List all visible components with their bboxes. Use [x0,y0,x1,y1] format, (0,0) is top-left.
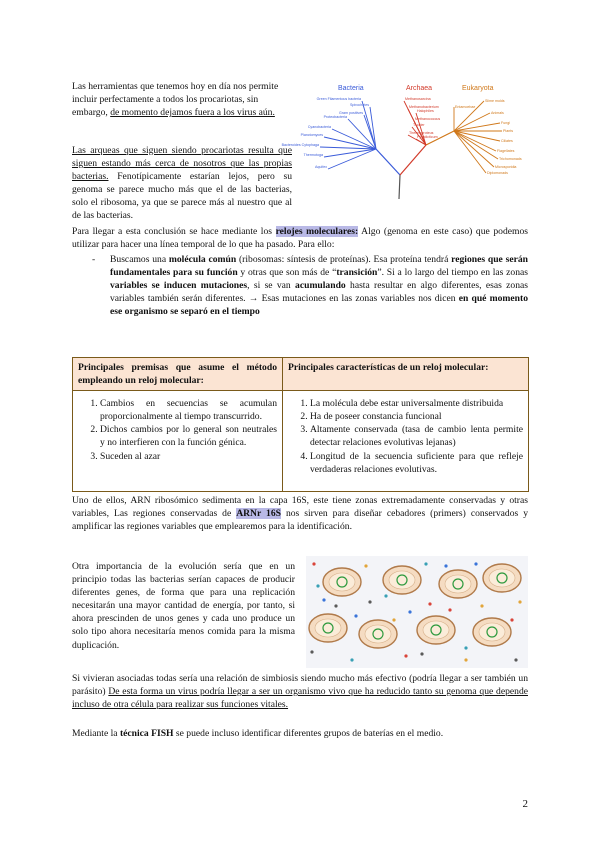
tree-taxon-label: Aquifex [315,165,327,169]
bullet-t3: y otras que son más de “ [237,267,337,279]
tree-taxon-label: Plants [503,129,513,133]
symbiosis-paragraph [72,672,528,711]
bacterium-cell [359,620,397,648]
medium-particle [448,608,451,611]
medium-particle [368,600,371,603]
medium-particle [518,600,521,603]
para3-post: Algo (genoma en este caso) que podemos utilizar para hacer una línea temporal de lo que ha pasado. Para ello: [72,226,528,251]
tree-domain-eukaryota: Eukaryota [462,85,494,92]
medium-particle [384,594,387,597]
medium-particle [480,604,483,607]
characteristic-item: 4. Longitud de la secuencia suficiente para que refleje verdaderas relaciones evolutivas. [310,450,523,476]
bullet-t4: ”. Si a lo largo del tiempo en las zonas [377,267,528,279]
evolution-paragraph: Otra importancia de la evolución sería que en un principio todas las bacterias serían capaces de producir diferentes genes, de forma que para una replicación necesitarán una mayor cantidad de energía, por tanto, si ahora prescinden de unos genes y cada uno produce un solo tipo ahora necesitaría menos comida para la misma duplicación. [72,561,295,651]
medium-particle [474,562,477,565]
intro-paragraph-1 [72,80,282,119]
medium-particle [464,646,467,649]
intro2-text: Fenotípicamente estarían lejos, pero su genoma se parece mucho más que el de las bacterias, solo el ribosoma, ya que se parece más al nuestro que al de las bacterias. [72,171,292,222]
tree-domain-bacteria: Bacteria [338,85,364,92]
intro2-underlined: Las arqueas que siguen siendo procariotas resulta que siguen estando más cerca de nosotros que las propias bacterias. [72,145,292,183]
para4-pre: Uno de ellos, ARN ribosómico sedimenta en la capa 16S, este tiene zonas extremadamente conservadas y otras variables, Las regiones conservadas de [72,495,528,520]
cytoplasm [489,569,515,587]
table-header-premises: Principales premisas que asume el método empleando un reloj molecular: [73,358,283,391]
molecular-clock-paragraph [72,225,528,251]
medium-particle [408,610,411,613]
intro-paragraph-2 [72,144,292,223]
tree-taxon-label: Halophiles [417,109,434,113]
bacterium-cell [383,566,421,594]
premise-item: 1. Cambios en secuencias se acumulan proporcionalmente al tiempo transcurrido. [100,397,277,423]
table-header-row [73,358,529,391]
medium-particle [310,650,313,653]
medium-particle [510,618,513,621]
table-cell-characteristics [283,391,529,492]
bacteria-cells-figure [306,556,528,668]
bullet-t5: , si se van [247,280,296,292]
intro1-text: Las herramientas que tenemos hoy en día nos permite incluir perfectamente a todos los procariotas, sin embargo, [72,81,279,119]
tree-taxon-label: Pyrodicticum [417,135,438,139]
characteristic-item: 1. La molécula debe estar universalmente distribuida [310,397,523,410]
medium-particle [316,584,319,587]
tree-taxon-label: Slime molds [485,99,505,103]
premises-table [72,357,529,492]
medium-particle [424,562,427,565]
medium-particle [404,654,407,657]
medium-particle [350,658,353,661]
cytoplasm [389,571,415,589]
para3-pre: Para llegar a esta conclusión se hace mediante los [72,226,276,237]
bullet-marker: - [92,254,96,265]
cytoplasm [479,623,505,641]
cytoplasm [445,575,471,593]
para6-underlined: De esta forma un virus podría llegar a ser un organismo vivo que ha reducido tanto su genoma que depende incluso de otra célula para realizar sus funciones vitales. [72,686,528,711]
tree-taxon-label: Ciliates [501,139,513,143]
para3-bold: relojes moleculares: [275,226,359,237]
bullet-b5: acumulando [295,280,346,292]
tree-taxon-label: Fungi [501,121,510,125]
tree-taxon-label: Methanobacterium [409,105,439,109]
medium-particle [364,564,367,567]
tree-taxon-label: Trichomonads [499,157,522,161]
tree-taxon-label: T. celer [413,123,425,127]
premises-list [78,397,277,462]
cytoplasm [315,619,341,637]
table-body-row [73,391,529,492]
tree-taxon-label: Proteobacteria [323,115,347,119]
tree-taxon-label: Thermotoga [303,153,323,157]
characteristic-item: 3. Altamente conservada (tasa de cambio lenta permite detectar relaciones evolutivas lejanas) [310,423,523,449]
medium-particle [334,604,337,607]
cytoplasm [329,573,355,591]
characteristic-item: 2. Ha de poseer constancia funcional [310,410,523,423]
tree-taxon-label: Gram positives [339,111,363,115]
medium-particle [464,658,467,661]
medium-particle [444,564,447,567]
tree-taxon-label: Diplomonads [487,171,508,175]
para7-pre: Mediante la [72,728,120,739]
tree-taxon-label: Planctomyces [300,133,323,137]
tree-taxon-label: Methanococcus [415,117,441,121]
tree-taxon-label: Green Filamentous bacteria [316,97,361,101]
medium-particle [392,618,395,621]
cytoplasm [365,625,391,643]
para6-pre: Si vivieran asociadas todas sería una relación de simbiosis siendo mucho más efectivo (podría llegar a ser también un parásito) [72,673,528,698]
premise-item: 2. Dichos cambios por lo general son neutrales y no interfieren con la función génica. [100,423,277,449]
tree-taxon-label: Methanosarcina [405,97,431,101]
characteristics-list [288,397,523,476]
medium-particle [354,614,357,617]
tree-taxon-label: Animals [491,111,504,115]
cytoplasm [423,621,449,639]
tree-taxon-label: Spirochetes [350,103,369,107]
bullet-b4: variables se inducen mutaciones [110,280,248,292]
para4-post: nos sirven para diseñar cebadores (primers) conservados y amplificar las regiones variables que emplearemos para la identificación. [72,508,529,533]
bacterium-cell [483,564,521,592]
medium-particle [514,658,517,661]
bullet-t6: hasta resultar en algo diferentes, esas zonas variables también serán diferentes. → Esas mutaciones en las zonas variables nos dicen [110,280,528,305]
bullet-t2: (ribosomas: síntesis de proteínas). Esa proteína tendrá [236,254,452,265]
tree-taxon-label: Flagellates [497,149,515,153]
bacterium-cell [309,614,347,642]
medium-particle [312,562,315,565]
bullet-b6: en qué momento ese organismo se separó en el tiempo [110,293,528,318]
premise-item: 3. Suceden al azar [100,450,277,463]
bullet-item [110,253,528,318]
para4-highlight: ARNr 16S [236,508,281,520]
medium-particle [428,602,431,605]
tree-taxon-label: Bacteroides Cytophaga [281,143,319,147]
para7-bold: técnica FISH [119,728,174,739]
bacterium-cell [323,568,361,596]
bacterium-cell [417,616,455,644]
tree-domain-archaea: Archaea [406,85,433,92]
phylogenetic-tree-figure [281,79,524,204]
tree-taxon-label: Cyanobacteria [307,125,331,129]
bacterium-cell [439,570,477,598]
intro1-underlined: de momento dejamos fuera a los virus aún. [110,107,275,119]
bullet-t1: Buscamos una [110,254,169,265]
rrna-16s-paragraph [72,494,528,533]
tree-taxon-label: Thermoproteus [409,131,434,135]
bacterium-cell [473,618,511,646]
medium-particle [322,598,325,601]
page-number: 2 [522,798,528,810]
bullet-b2: regiones que serán fundamentales para su función [110,254,528,279]
table-header-characteristics: Principales características de un reloj molecular: [283,358,529,391]
para7-post: se puede incluso identificar diferentes grupos de baterías en el medio. [173,728,444,739]
fish-paragraph [72,727,528,740]
medium-particle [420,652,423,655]
bullet-b3: transición [336,267,378,279]
tree-taxon-label: Microsporidia [495,165,517,169]
bullet-b1: molécula común [168,254,237,265]
table-cell-premises [73,391,283,492]
tree-taxon-label: Entamoebae [455,105,476,109]
